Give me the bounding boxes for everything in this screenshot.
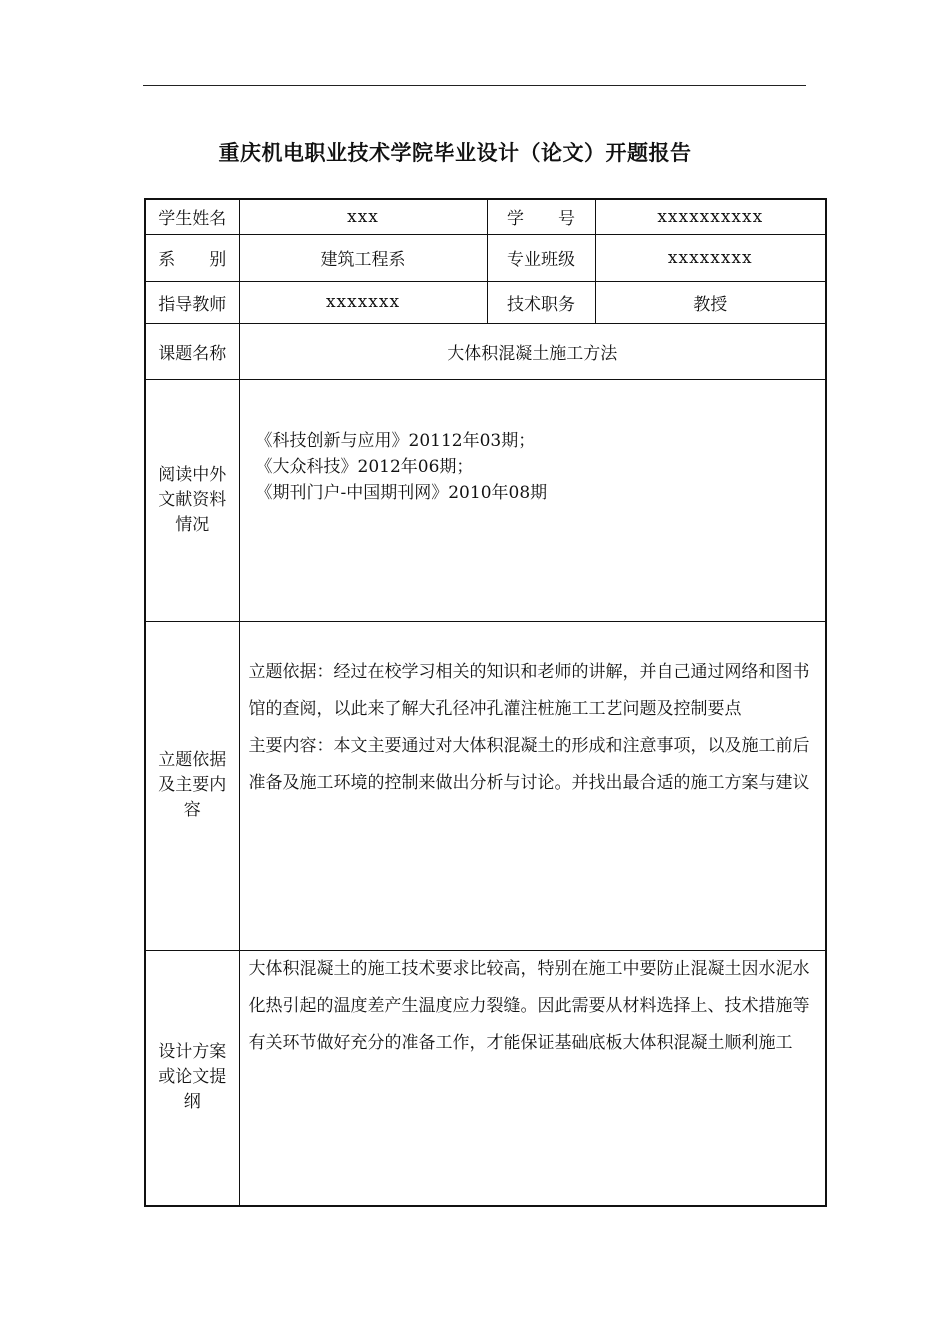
title-rank-label: 技术职务 — [487, 281, 595, 323]
advisor-value: xxxxxxx — [239, 281, 487, 323]
row-topic — [145, 323, 826, 379]
row-advisor — [145, 281, 826, 323]
topic-value: 大体积混凝土施工方法 — [239, 323, 826, 379]
design-paragraph: 大体积混凝土的施工技术要求比较高，特别在施工中要防止混凝土因水泥水化热引起的温度差产生温度应力裂缝。因此需要从材料选择上、技术措施等有关环节做好充分的准备工作，才能保证基础底板大体积混凝土顺利施工 — [248, 958, 810, 1053]
design-content — [239, 950, 826, 1206]
major-class-label: 专业班级 — [487, 234, 595, 281]
document-title: 重庆机电职业技术学院毕业设计（论文）开题报告 — [218, 141, 692, 165]
department-value: 建筑工程系 — [239, 234, 487, 281]
basis-paragraph: 立题依据：经过在校学习相关的知识和老师的讲解，并自己通过网络和图书馆的查阅，以此来了解大孔径冲孔灌注桩施工工艺问题及控制要点 — [248, 661, 810, 719]
main-content-paragraph: 主要内容：本文主要通过对大体积混凝土的形成和注意事项，以及施工前后准备及施工环境的控制来做出分析与讨论。并找出最合适的施工方案与建议 — [248, 735, 810, 793]
design-label — [145, 950, 239, 1206]
advisor-label: 指导教师 — [145, 281, 239, 323]
literature-label — [145, 379, 239, 621]
basis-label-line: 容 — [183, 800, 201, 820]
literature-label-line: 情况 — [175, 514, 210, 535]
literature-item: 《科技创新与应用》20112年03期； — [255, 430, 536, 451]
row-literature — [145, 379, 826, 621]
student-name-label: 学生姓名 — [145, 199, 239, 234]
student-id-value: xxxxxxxxxx — [595, 199, 826, 234]
design-label-line: 设计方案 — [158, 1042, 227, 1063]
literature-label-line: 文献资料 — [158, 489, 227, 510]
row-basis — [145, 621, 826, 950]
topic-label: 课题名称 — [145, 323, 239, 379]
design-label-line: 纲 — [183, 1092, 201, 1113]
student-name-value: xxx — [239, 199, 487, 234]
literature-item: 《期刊门户-中国期刊网》2010年08期 — [255, 482, 548, 503]
report-form-table — [144, 198, 827, 1207]
title-rank-value: 教授 — [595, 281, 826, 323]
header-rule — [143, 85, 806, 86]
literature-list — [239, 379, 826, 621]
basis-content — [239, 621, 826, 950]
row-design — [145, 950, 826, 1206]
student-id-label: 学 号 — [487, 199, 595, 234]
literature-item: 《大众科技》2012年06期； — [255, 456, 474, 477]
design-label-line: 或论文提 — [158, 1067, 227, 1088]
basis-label — [145, 621, 239, 950]
row-department — [145, 234, 826, 281]
row-student — [145, 199, 826, 234]
major-class-value: xxxxxxxx — [595, 234, 826, 281]
literature-label-line: 阅读中外 — [158, 464, 227, 485]
department-label: 系 别 — [145, 234, 239, 281]
basis-label-line: 及主要内 — [158, 775, 227, 795]
basis-label-line: 立题依据 — [158, 750, 227, 770]
